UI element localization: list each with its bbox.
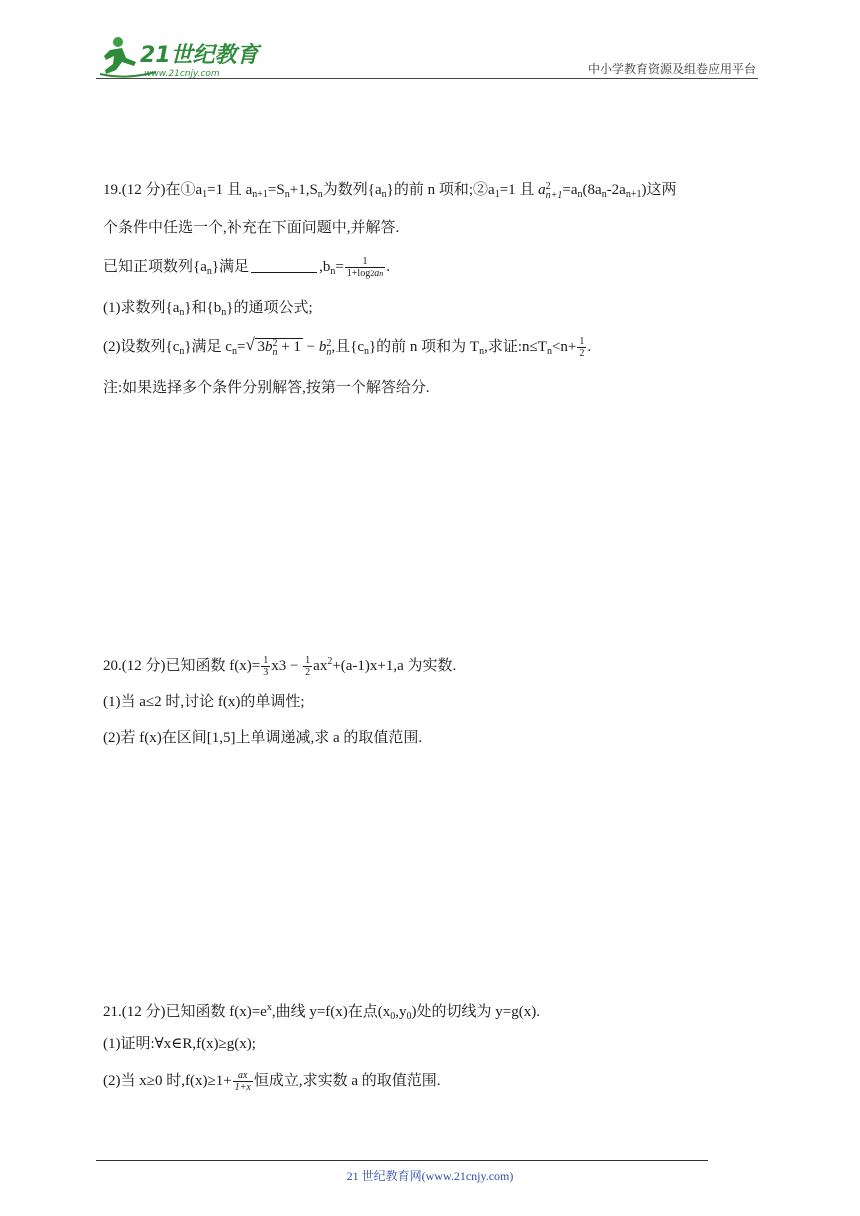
header-tagline: 中小学教育资源及组卷应用平台 (587, 62, 756, 76)
q19-given: 已知正项数列$\{a_n\}$满足 $,b_n=$ $\frac{1}{1+\log 2an}$ . (103, 256, 390, 279)
q20-part2: (2)若 f(x)在区间[1,5]上单调递减,求 a 的取值范围. (103, 730, 423, 746)
q20-part1: (1)当 a≤2 时,讨论 f(x)的单调性; (103, 694, 305, 710)
ax-fraction: $\frac{ax}{1+x}$ (234, 1070, 251, 1093)
q20-stem: 20.(12 分)已知函数 f(x)= $\frac{1}{3}$ x3 − $\frac{1}{2}$ $ax^2+(a-1)x+1,a$ 为实数. (103, 655, 457, 679)
header-divider (96, 78, 758, 79)
q19-note: 注:如果选择多个条件分别解答,按第一个解答给分. (103, 380, 430, 396)
q19-stem-line2: 个条件中任选一个,补充在下面问题中,并解答. (103, 220, 400, 236)
q21-part2: (2)当 x≥0 时,f(x)≥1+ $\frac{ax}{1+x}$ 恒成立,求实数 a 的取值范围. (103, 1070, 441, 1093)
cn-sqrt: √ 3b 2 n + 1 (245, 334, 301, 358)
bn-fraction: $\frac{1}{1+\log 2an}$ (346, 256, 384, 279)
half-fraction: $\frac{1}{2}$ (579, 336, 585, 359)
q21-stem: 21.(12 分)已知函数 $f(x)=e^x$,曲线 y=f(x)在点$(x_0,y_0)$处的切线为 y=g(x). (103, 1002, 540, 1022)
q21-part1: (1)证明:∀x∈R,f(x)≥g(x); (103, 1036, 256, 1052)
logo-text: 21世纪教育 (140, 43, 259, 68)
q19-part1: (1)求数列$\{a_n\}$和$\{b_n\}$的通项公式; (103, 300, 313, 318)
footer-divider (96, 1160, 708, 1161)
half-fraction: $\frac{1}{2}$ (305, 655, 311, 679)
q19-part2: (2)设数列$\{c_n\}$满足 $c_n=$ √ 3b 2 n + 1 − b 2 n ,且$\{c_n\}$的前 n 项和为 $T_n$,求证$:n\le T_n<n+$ $\frac{1}{2}$ . (103, 334, 592, 359)
footer-text: 21 世纪教育网(www.21cnjy.com) (346, 1169, 514, 1183)
third-fraction: $\frac{1}{3}$ (263, 655, 269, 679)
logo-url: www.21cnjy.com (144, 69, 220, 79)
answer-blank (251, 258, 317, 273)
brand-logo (96, 34, 266, 80)
q19-stem-line1: 19.(12 分)在$①a_1=1$ 且 $a_{n+1}=S_n+1,S_n$为数列$\{a_n\}$的前 n 项和$;②a_1=1$ 且 a 2 n+1 $=a_n(8a_n-2a_{n+1})$这两 (103, 180, 677, 201)
